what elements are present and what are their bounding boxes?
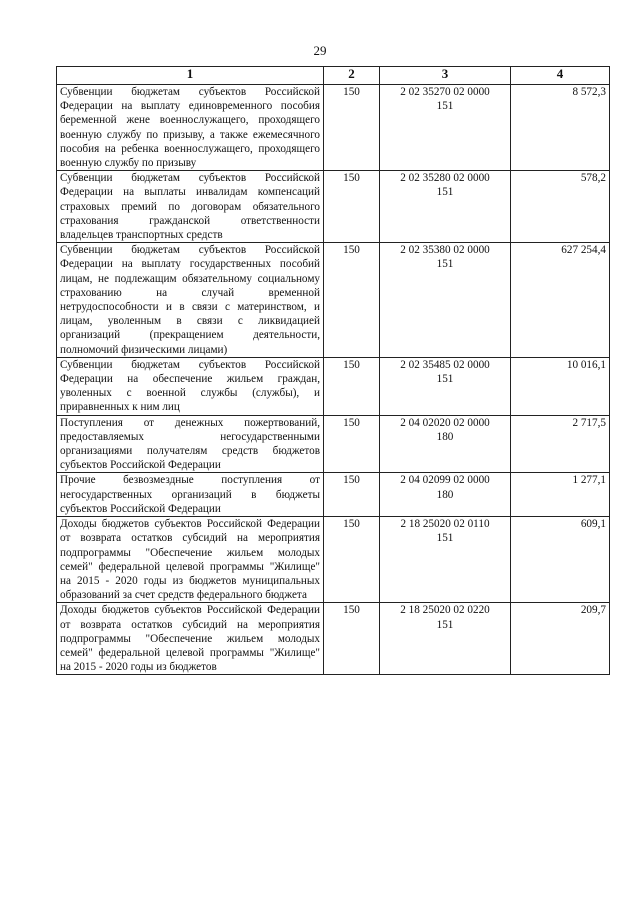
column-header-3: 3 bbox=[380, 67, 511, 85]
row-admin-code: 150 bbox=[324, 85, 380, 171]
row-revenue-code bbox=[380, 85, 511, 171]
table-row bbox=[57, 473, 610, 517]
revenue-code-main: 2 04 02020 02 0000 bbox=[400, 416, 490, 429]
revenue-code-suffix: 151 bbox=[436, 532, 454, 545]
revenue-code-suffix: 151 bbox=[436, 373, 454, 386]
revenue-code-suffix: 151 bbox=[436, 258, 454, 271]
revenue-code-main: 2 18 25020 02 0110 bbox=[400, 518, 490, 531]
revenue-code-suffix: 180 bbox=[436, 430, 454, 443]
revenue-code-suffix: 151 bbox=[436, 100, 454, 113]
row-description: Доходы бюджетов субъектов Российской Федерации от возврата остатков субсидий на мероприятия подпрограммы "Обеспечение жильем молодых семей" федеральной целевой программы "Жилище" на 2015 - 2020 годы из бюджетов bbox=[57, 603, 324, 675]
row-admin-code: 150 bbox=[324, 517, 380, 603]
row-description: Субвенции бюджетам субъектов Российской Федерации на обеспечение жильем граждан, уволенных с военной службы (службы), и приравненных к ним лиц bbox=[57, 357, 324, 415]
row-revenue-code bbox=[380, 357, 511, 415]
row-admin-code: 150 bbox=[324, 357, 380, 415]
row-admin-code: 150 bbox=[324, 603, 380, 675]
table-row bbox=[57, 517, 610, 603]
row-description: Субвенции бюджетам субъектов Российской Федерации на выплаты инвалидам компенсаций страховых премий по договорам обязательного страхования гражданской ответственности владельцев транспортных средств bbox=[57, 171, 324, 243]
table-row bbox=[57, 357, 610, 415]
row-revenue-code bbox=[380, 517, 511, 603]
row-revenue-code bbox=[380, 603, 511, 675]
revenue-code-main: 2 02 35380 02 0000 bbox=[400, 244, 490, 257]
row-admin-code: 150 bbox=[324, 171, 380, 243]
revenue-code-suffix: 180 bbox=[436, 488, 454, 501]
row-revenue-code bbox=[380, 243, 511, 358]
row-amount: 609,1 bbox=[511, 517, 610, 603]
column-header-4: 4 bbox=[511, 67, 610, 85]
table-row bbox=[57, 171, 610, 243]
row-description: Субвенции бюджетам субъектов Российской Федерации на выплату государственных пособий лицам, не подлежащим обязательному социальному страхованию на случай временной нетрудоспособности и в связи с материнством, и лицам, уволенным в связи с ликвидацией организаций (прекращением деятельности, полномочий физическими лицами) bbox=[57, 243, 324, 358]
table-header-row bbox=[57, 67, 610, 85]
row-amount: 10 016,1 bbox=[511, 357, 610, 415]
row-admin-code: 150 bbox=[324, 243, 380, 358]
row-amount: 2 717,5 bbox=[511, 415, 610, 473]
table-row bbox=[57, 85, 610, 171]
row-description: Доходы бюджетов субъектов Российской Федерации от возврата остатков субсидий на мероприятия подпрограммы "Обеспечение жильем молодых семей" федеральной целевой программы "Жилище" на 2015 - 2020 годы из бюджетов муниципальных образований за счет средств федерального бюджета bbox=[57, 517, 324, 603]
row-description: Субвенции бюджетам субъектов Российской Федерации на выплату единовременного пособия беременной жене военнослужащего, проходящего военную службу по призыву, а также ежемесячного пособия на ребенка военнослужащего, проходящего военную службу по призыву bbox=[57, 85, 324, 171]
column-header-1: 1 bbox=[57, 67, 324, 85]
row-description: Прочие безвозмездные поступления от негосударственных организаций в бюджеты субъектов Российской Федерации bbox=[57, 473, 324, 517]
row-amount: 209,7 bbox=[511, 603, 610, 675]
table-row bbox=[57, 603, 610, 675]
row-revenue-code bbox=[380, 171, 511, 243]
row-admin-code: 150 bbox=[324, 473, 380, 517]
revenue-code-main: 2 04 02099 02 0000 bbox=[400, 474, 490, 487]
row-revenue-code bbox=[380, 415, 511, 473]
row-amount: 8 572,3 bbox=[511, 85, 610, 171]
revenue-code-main: 2 02 35485 02 0000 bbox=[400, 358, 490, 371]
row-admin-code: 150 bbox=[324, 415, 380, 473]
column-header-2: 2 bbox=[324, 67, 380, 85]
revenue-table bbox=[56, 66, 610, 675]
row-amount: 627 254,4 bbox=[511, 243, 610, 358]
table-row bbox=[57, 415, 610, 473]
revenue-code-main: 2 18 25020 02 0220 bbox=[400, 604, 490, 617]
page-number: 29 bbox=[313, 43, 327, 58]
row-amount: 1 277,1 bbox=[511, 473, 610, 517]
row-amount: 578,2 bbox=[511, 171, 610, 243]
revenue-code-main: 2 02 35270 02 0000 bbox=[400, 86, 490, 98]
table-row bbox=[57, 243, 610, 358]
row-revenue-code bbox=[380, 473, 511, 517]
row-description: Поступления от денежных пожертвований, предоставляемых негосударственными организациями получателям средств бюджетов субъектов Российской Федерации bbox=[57, 415, 324, 473]
revenue-code-suffix: 151 bbox=[436, 618, 454, 631]
revenue-code-main: 2 02 35280 02 0000 bbox=[400, 172, 490, 185]
revenue-code-suffix: 151 bbox=[436, 186, 454, 199]
